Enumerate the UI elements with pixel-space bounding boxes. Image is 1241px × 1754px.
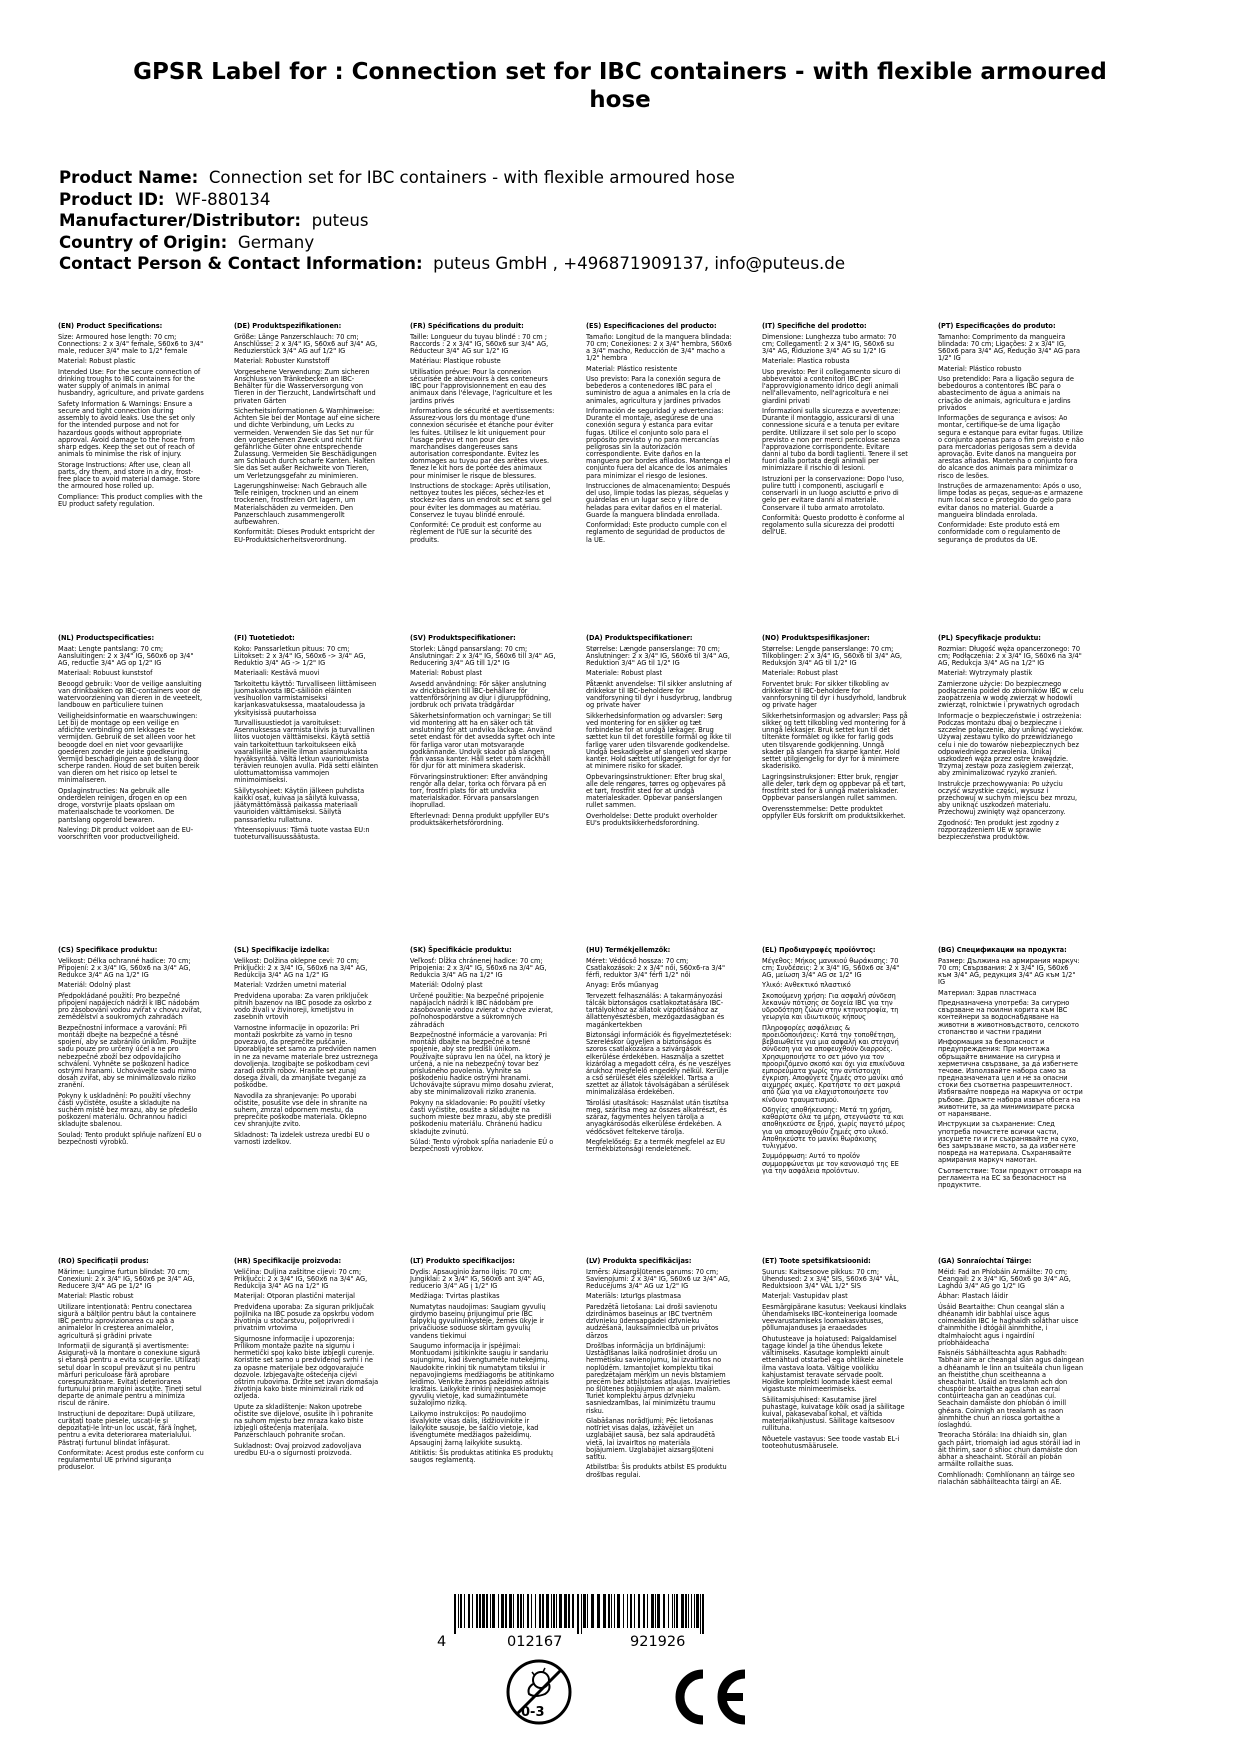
section-paragraph: Koko: Panssarletkun pituus: 70 cm; Liitokset: 2 x 3/4" IG, S60x6 -> 3/4" AG, Reduktio 3/4" AG -> 1/2" IG [234, 644, 366, 667]
barcode-group-2: 921926 [630, 1634, 686, 1650]
barcode-bar [674, 1594, 675, 1628]
section-paragraph: Sikkerhedsinformation og advarsler: Sørg ved montering for en sikker og tæt forbindelse for at undgå lækager. Brug sættet kun til det forestille formål og ikke til farlige varer uden tilsvarende godkendelse. Undgå beskadigelse af slangen ved skarpe kanter. Hold sættet utilgængeligt for dyr for at minimere risiko for skader. [586, 711, 732, 771]
section-paragraph: Avsedd användning: För säker anslutning av drickbäcken till IBC-behållare för vattenförsörjning av djur i djuruppfödning, jordbruk och privata trädgårdar [410, 679, 551, 710]
section-paragraph: Utilizare intenționată: Pentru conectarea sigură a bălților pentru băut la containere IBC pentru aprovizionarea cu apă a animalelor în creșterea animalelor, agricultură și grădini private [58, 1302, 196, 1340]
barcode-bar [490, 1594, 491, 1628]
language-section [58, 947, 204, 1150]
section-paragraph: Suurus: Kaitsesoove pikkus: 70 cm; Ühendused: 2 x 3/4" SIS, S60x6 3/4" VÄL, Reduktsioon 3/4" VÄL 1/2" SIS [762, 1267, 900, 1290]
barcode-bar [546, 1594, 549, 1628]
section-paragraph: Biztonsági információk és figyelmeztetések: Szereléskor ügyeljen a biztonságos és szoros csatlakozásra a szivárgások elkerülése érdekében. Használja a szettet kizárólag a megadott célra, és ne veszélyes árukhoz megfelelő engedély nélkül. Kerülje a cső sérülését éles szélekkel. Tartsa a szettet az állatok távolságában a sérülések minimalizálása érdekében. [586, 1031, 732, 1097]
section-paragraph: Materiaali: Kestävä muovi [234, 669, 320, 678]
section-paragraph: Paredzētā lietošana: Lai droši savienotu dzirdināmos baseinus ar IBC tvertnēm dzīvnieku ūdensapgādei dzīvnieku audzēšanā, lauksaimniecībā un privātos dārzos [586, 1302, 719, 1340]
section-paragraph: Veľkosť: Dĺžka chránenej hadice: 70 cm; Pripojenia: 2 x 3/4" IG, S60x6 na 3/4" AG, Redukcia 3/4" AG na 1/2" IG [410, 956, 547, 979]
barcode-bar [520, 1594, 522, 1628]
section-paragraph: Bezpečnostní informace a varování: Při montáži dbejte na bezpečné a těsné spojení, aby se zabránilo únikům. Použijte sadu pouze pro určený účel a ne pro nebezpečné zboží bez odpovídajícího schválení. Vyhněte se poškození hadice ostrými hranami. Uchovávejte sadu mimo dosah zvířat, aby se minimalizovalo riziko zranění. [58, 1023, 197, 1090]
language-section [938, 947, 1084, 1193]
section-paragraph: Efterlevnad: Denna produkt uppfyller EU's produktsäkerhetsförordning. [410, 811, 549, 827]
section-paragraph: Forventet bruk: For sikker tilkobling av drikkekar til IBC-beholdere for vannforsyning til dyr i husdyrhold, landbruk og private hager [762, 679, 907, 710]
language-section [938, 1258, 1084, 1489]
section-paragraph: Maat: Lengte pantslang: 70 cm; Aansluitingen: 2 x 3/4" IG, S60x6 op 3/4" AG, reductie 3/4" AG op 1/2" IG [58, 644, 194, 667]
barcode-bar [551, 1594, 552, 1628]
section-paragraph: Materijal: Otporan plastični materijal [234, 1292, 355, 1301]
barcode-lead-digit: 4 [437, 1634, 447, 1650]
age-warning-label: 0-3 [521, 1705, 545, 1720]
section-paragraph: Nõuetele vastavus: See toode vastab EL-i tooteohutusmäärusele. [762, 1434, 900, 1450]
barcode-bar [702, 1594, 704, 1634]
section-paragraph: Material: Plástico resistente [586, 364, 678, 373]
section-heading: (ET) Toote spetsifikatsioonid: [762, 1257, 871, 1265]
barcode-bar [523, 1594, 524, 1628]
ce-mark-icon [665, 1668, 751, 1726]
barcode-bar [509, 1594, 512, 1628]
language-section [762, 1258, 908, 1453]
section-paragraph: Säilytysohjeet: Käytön jälkeen puhdista kaikki osat, kuivaa ja säilytä kuivassa, jäätymättömässä paikassa materiaali vaurioiden välttämiseksi. Säilytä panssarletku rullattuna. [234, 786, 365, 824]
language-section [410, 635, 556, 830]
section-paragraph: Informações de segurança e avisos: Ao montar, certifique-se de uma ligação segura e estanque para evitar fugas. Utilize o conjunto apenas para o fim previsto e não para mercadorias perigosas sem a devida aprovação. Evite danos na mangueira por arestas afiadas. Mantenha o conjunto fora do alcance dos animais para minimizar o risco de lesões. [938, 414, 1084, 480]
section-paragraph: Upute za skladištenje: Nakon upotrebe očistite sve dijelove, osušite ih i pohranite na suhom mjestu bez mraza kako biste izbjegli oštećenja materijala. Panzerschlauch pohranite sročan. [234, 1402, 373, 1440]
barcode-bar [663, 1594, 665, 1628]
barcode-bar [564, 1594, 567, 1628]
age-warning-icon [505, 1658, 573, 1726]
page-title: GPSR Label for : Connection set for IBC containers - with flexible armoured hose [133, 59, 1107, 113]
section-paragraph: Предназначена употреба: За сигурно свързване на поилни корита към IBC контейнери за водоснабдяване на животни в животновъдството, селското стопанство и частни градини [938, 999, 1079, 1036]
section-heading: (GA) Sonraíochtaí Táirge: [938, 1257, 1032, 1265]
barcode-bar [468, 1594, 470, 1628]
section-heading: (FI) Tuotetiedot: [234, 634, 295, 642]
section-paragraph: Съответствие: Този продукт отговаря на регламента на ЕС за безопасност на продуктите. [938, 1166, 1082, 1190]
barcode-bar [464, 1594, 465, 1628]
section-paragraph: Anyag: Erős műanyag [586, 981, 659, 990]
section-paragraph: Storlek: Längd pansarslang: 70 cm; Anslutningar: 2 x 3/4" IG, S60x6 till 3/4" AG, Reducering 3/4" AG till 1/2" IG [410, 644, 556, 667]
section-paragraph: Velikost: Délka ochranné hadice: 70 cm; Připojení: 2 x 3/4" IG, S60x6 na 3/4" AG, Redukce 3/4" AG na 1/2" IG [58, 956, 191, 979]
section-paragraph: Σκοπούμενη χρήση: Για ασφαλή σύνδεση λεκανών πότισης σε δοχεία IBC για την υδροδότηση ζώων στην κτηνοτροφία, τη γεωργία και ιδιωτικούς κήπους [762, 991, 899, 1022]
section-paragraph: Sukladnost: Ovaj proizvod zadovoljava uredbu EU-a o sigurnosti proizvoda. [234, 1441, 362, 1458]
barcode-bar [460, 1594, 462, 1628]
barcode-bar [505, 1594, 507, 1628]
section-heading: (SL) Specifikacije izdelka: [234, 946, 330, 954]
section-paragraph: Uso pretendido: Para a ligação segura de bebedouros a contentores IBC para o abastecimento de água a animais na criação de animais, agricultura e jardins privados [938, 375, 1074, 412]
info-contact: Contact Person & Contact Information: puteus GmbH , +496871909137, info@puteus.de [59, 254, 846, 273]
barcode-bar [608, 1594, 610, 1628]
section-heading: (NO) Produktspesifikasjoner: [762, 634, 870, 642]
section-paragraph: Uso previsto: Para la conexión segura de bebederos a contenedores IBC para el suministro de agua a animales en la cría de animales, agricultura y jardines privados [586, 375, 731, 405]
section-paragraph: Μέγεθος: Μήκος μανικιού θωράκισης: 70 cm; Συνδέσεις: 2 x 3/4" IG, S60x6 σε 3/4" AG, μείωση 3/4" AG σε 1/2" IG [762, 956, 900, 979]
ean-barcode [450, 1594, 710, 1634]
barcode-bar [597, 1594, 600, 1628]
section-heading: (DA) Produktspecifikationer: [586, 634, 693, 642]
section-paragraph: Matériau: Plastique robuste [410, 357, 501, 366]
language-section [586, 635, 732, 830]
section-heading: (ES) Especificaciones del producto: [586, 322, 717, 330]
section-paragraph: Materjal: Vastupidav plast [762, 1292, 848, 1301]
section-paragraph: Utilisation prévue: Pour la connexion sécurisée de abreuvoirs à des conteneurs IBC pour l'approvisionnement en eau des animaux dans l'élevage, l'agriculture et les jardins privés [410, 367, 553, 405]
section-paragraph: Istruzioni per la conservazione: Dopo l'uso, pulire tutti i componenti, asciugarli e conservarli in un luogo asciutto e privo di gelo per evitare danni al materiale. Conservare il tubo armato arrotolato. [762, 474, 904, 512]
barcode-bar [647, 1594, 648, 1628]
section-paragraph: Eesmärgipärane kasutus: Veekausi kindlaks ühendamiseks IBC-konteineriga loomade veevarustamiseks loomakasvatuses, põllumajanduses ja eraaedades [762, 1302, 907, 1333]
section-paragraph: Izmērs: Aizsargšļūtenes garums: 70 cm; Savienojumi: 2 x 3/4" IG, S60x6 uz 3/4" AG, Reducējums 3/4" AG uz 1/2" IG [586, 1267, 730, 1290]
section-paragraph: Zamierzone użycie: Do bezpiecznego podłączenia poideł do zbiorników IBC w celu zaopatrzenia w wodę zwierząt w hodowli zwierząt, rolnictwie i prywatnych ogrodach [938, 679, 1084, 710]
section-paragraph: Materiał: Wytrzymały plastik [938, 669, 1033, 678]
barcode-bar [668, 1594, 669, 1628]
section-paragraph: Opbevaringsinstruktioner: Efter brug skal alle dele rengøres, tørres og opbevares på et tørt, frostfrit sted for at undgå materialeskader. Opbevar panserslangen rullet sammen. [586, 772, 726, 810]
barcode-bar [527, 1594, 529, 1628]
section-paragraph: Instruções de armazenamento: Após o uso, limpe todas as peças, seque-as e armazene num local seco e protegido do gelo para evitar danos no material. Guarde a mangueira blindada enrolada. [938, 482, 1083, 519]
section-paragraph: Saugumo informacija ir įspėjimai: Montuodami įsitikinkite saugiu ir sandariu sujungimu, kad išvengtumėte nutekėjimų. Naudokite rinkinį tik numatytam tikslui ir nepavojingiems medžiagoms be atitinkamo leidimo. Venkite žarnos pažeidimo aštriais kraštais. Laikykite rinkinį nepasiekiamoje gyvulių vietoje, kad sumažintumėte sužalojimo riziką. [410, 1342, 555, 1408]
barcode-bar [559, 1594, 562, 1628]
barcode-bar [479, 1594, 481, 1628]
section-paragraph: Материал: Здрав пластмаса [938, 988, 1037, 997]
section-heading: (PL) Specyfikacje produktu: [938, 634, 1041, 642]
section-heading: (DE) Produktspezifikationen: [234, 322, 342, 330]
language-section [762, 947, 908, 1178]
section-paragraph: Conformitate: Acest produs este conform cu regulamentul UE privind siguranța produselor. [58, 1449, 204, 1472]
language-section [586, 947, 732, 1157]
section-paragraph: Konformität: Dieses Produkt entspricht der EU-Produktsicherheitsverordnung. [234, 528, 375, 544]
barcode-bar [486, 1594, 488, 1628]
section-paragraph: Tervezett felhasználás: A takarmányozási tálcák biztonságos csatlakoztatására IBC-tartályokhoz az állatok vízpótlásához az állattenyésztésben, mezőgazdaságban és magánkertekben [586, 991, 725, 1029]
barcode-bar [681, 1594, 684, 1628]
section-paragraph: Material: Robust plast [410, 669, 482, 678]
section-paragraph: Velikost: Dolžina oklepne cevi: 70 cm; Priključki: 2 x 3/4" IG, S60x6 na 3/4" AG, Redukcija 3/4" AG na 1/2" IG [234, 956, 368, 979]
section-paragraph: Размер: Дължина на армирания маркуч: 70 cm; Свързвания: 2 x 3/4" IG, S60x6 към 3/4" AG, редукция 3/4" AG към 1/2" IG [938, 956, 1080, 987]
section-paragraph: Συμμόρφωση: Αυτό το προϊόν συμμορφώνεται με τον κανονισμό της ΕΕ για την ασφάλεια προϊόντων. [762, 1152, 899, 1175]
section-paragraph: Předpokládané použití: Pro bezpečné připojení napájecích nádrží k IBC nádobám pro zásobování vodou zvířat v chovu zvířat, zemědělství a soukromých zahradách [58, 991, 202, 1022]
section-paragraph: Instrukcje przechowywania: Po użyciu oczyść wszystkie części, wysusz i przechowuj w suchym miejscu bez mrozu, aby uniknąć uszkodzeń materiału. Przechowuj zwinięty wąż opancerzony. [938, 779, 1078, 817]
barcode-bar [617, 1594, 620, 1628]
section-paragraph: Conformità: Questo prodotto è conforme al regolamento sulla sicurezza dei prodotti dell'UE. [762, 514, 905, 537]
language-section [586, 323, 732, 547]
section-paragraph: Overensstemmelse: Dette produktet oppfyller EUs forskrift om produktsikkerhet. [762, 804, 906, 820]
section-paragraph: Lagringsinstruksjoner: Etter bruk, rengjør alle deler, tørk dem og oppbevar på et tørt, frostfritt sted for å unngå materialskader. Oppbevar panserslangen rullet sammen. [762, 772, 906, 803]
section-paragraph: Material: Robuster Kunststoff [234, 357, 330, 366]
section-paragraph: Opslaginstructies: Na gebruik alle onderdelen reinigen, drogen en op een droge, vorstvrije plaats opslaan om materiaalschade te voorkomen. De pantslang opgerold bewaren. [58, 786, 187, 824]
section-paragraph: Informazioni sulla sicurezza e avvertenze: Durante il montaggio, assicurarsi di una connessione sicura e a tenuta per evitare perdite. Utilizzare il set solo per lo scopo previsto e non per merci pericolose senza l'approvazione corrispondente. Evitare danni al tubo da bordi taglienti. Tenere il set fuori dalla portata degli animali per minimizzare il rischio di lesioni. [762, 407, 908, 473]
section-paragraph: Méid: Fad an Phíobáin Armáilte: 70 cm; Ceangail: 2 x 3/4" IG, S60x6 go 3/4" AG, Laghdú 3/4" AG go 1/2" IG [938, 1267, 1071, 1290]
language-section [234, 947, 380, 1150]
barcode-bar [700, 1594, 701, 1634]
section-paragraph: Overholdelse: Dette produkt overholder EU's produktsikkerhedsforordning. [586, 811, 718, 827]
section-paragraph: Materiál: Odolný plast [58, 981, 131, 990]
section-paragraph: Instrucciones de almacenamiento: Después del uso, limpie todas las piezas, séquelas y guárdelas en un lugar seco y libre de heladas para evitar daños en el material. Guarde la manguera blindada enrollada. [586, 482, 731, 519]
section-paragraph: Størrelse: Lengde panserslange: 70 cm; Tilkoblinger: 2 x 3/4" IG, S60x6 til 3/4" AG, Reduksjon 3/4" AG til 1/2" IG [762, 644, 903, 667]
barcode-bar [556, 1594, 557, 1628]
section-paragraph: Sicherheitsinformationen & Warnhinweise: Achten Sie bei der Montage auf eine sichere und dichte Verbindung, um Lecks zu vermeiden. Verwenden Sie das Set nur für den vorgesehenen Zweck und nicht für gefährliche Güter ohne entsprechende Zulassung. Vermeiden Sie Beschädigungen am Schlauch durch scharfe Kanten. Halten Sie das Set außer Reichweite von Tieren, um Verletzungsgefahr zu minimieren. [234, 407, 380, 480]
info-product-name: Product Name: Connection set for IBC containers - with flexible armoured hose [59, 168, 735, 187]
section-paragraph: Pokyny k uskladnění: Po použití všechny části vyčistěte, osušte a skladujte na suchém místě bez mrazu, aby se předešlo poškození materiálu. Ochrannou hadici skladujte sbalenou. [58, 1091, 198, 1129]
section-paragraph: Materiale: Robust plast [586, 669, 663, 678]
barcode-bar [634, 1594, 635, 1628]
section-heading: (BG) Спецификации на продукта: [938, 946, 1067, 954]
section-heading: (PT) Especificações do produto: [938, 322, 1056, 330]
section-paragraph: Medžiaga: Tvirtas plastikas [410, 1292, 500, 1301]
section-paragraph: Intended Use: For the secure connection of drinking troughs to IBC containers for the water supply of animals in animal husbandry, agriculture, and private gardens [58, 367, 204, 398]
section-paragraph: Zgodność: Ten produkt jest zgodny z rozporządzeniem UE w sprawie bezpieczeństwa produktów. [938, 818, 1059, 842]
barcode-bar [614, 1594, 615, 1628]
section-paragraph: Materiál: Odolný plast [410, 981, 483, 990]
barcode-bar [568, 1594, 570, 1628]
section-paragraph: Súlad: Tento výrobok spĺňa nariadenie EÚ o bezpečnosti výrobkov. [410, 1138, 554, 1154]
barcode-bar [492, 1594, 495, 1628]
section-paragraph: Tarkoitettu käyttö: Turvalliseen liittämiseen juomakaivosta IBC-säiliöön eläinten vesihuollon varmistamiseksi karjankasvatuksessa, maataloudessa ja yksityisissä puutarhoissa [234, 679, 377, 717]
barcode-bar [498, 1594, 499, 1628]
section-paragraph: Navodila za shranjevanje: Po uporabi očistite, posušite vse dele in shranite na suhem, zmrzal odpornem mestu, da preprečite poškodbe materiala. Oklepno cev shranjujte zvito. [234, 1091, 368, 1129]
barcode-bar [583, 1594, 586, 1628]
section-paragraph: Förvaringsinstruktioner: Efter användning rengör alla delar, torka och förvara på en torr, frostfri plats för att undvika materialskador. Förvara pansarslangen ihoprullad. [410, 772, 548, 810]
section-heading: (CS) Specifikace produktu: [58, 946, 158, 954]
barcode-bar [672, 1594, 673, 1628]
section-paragraph: Pokyny na skladovanie: Po použití všetky časti vyčistite, osušte a skladujte na suchom mieste bez mrazu, aby ste predišli poškodeniu materiálu. Chránenú hadicu skladujte zvinutú. [410, 1098, 552, 1136]
barcode-bar [535, 1594, 536, 1628]
section-paragraph: Lagerungshinweise: Nach Gebrauch alle Teile reinigen, trocknen und an einem trockenen, frostfreien Ort lagern, um Materialschäden zu vermeiden. Den Panzerschlauch zusammengerollt aufbewahren. [234, 482, 367, 526]
section-paragraph: Compliance: This product complies with the EU product safety regulation. [58, 492, 203, 508]
section-paragraph: Veiligheidsinformatie en waarschuwingen: Let bij de montage op een veilige en afdichte verbinding om lekkages te vermijden. Gebruik de set alleen voor het beoogde doel en niet voor gevaarlijke goederen zonder de juiste goedkeuring. Vermijd beschadigingen aan de slang door scherpe randen. Houd de set buiten bereik van dieren om het risico op letsel te minimaliseren. [58, 711, 200, 785]
barcode-bar [638, 1594, 640, 1628]
section-paragraph: Material: Robust plastic [58, 357, 136, 366]
barcode-bar [531, 1594, 532, 1628]
section-paragraph: Информация за безопасност и предупреждения: При монтажа обръщайте внимание на сигурна и херметична свързване, за да избегнете течове. Използвайте набора само за предназначената цел и не за опасни стоки без съответна разрешителност. Избягвайте повреда на маркуча от остри ръбове. Дръжте набора извън обсега на животните, за да минимизирате риска от нараняване. [938, 1038, 1083, 1118]
language-section [58, 1258, 204, 1475]
language-section [234, 323, 380, 547]
info-product-id: Product ID: WF-880134 [59, 189, 271, 209]
section-paragraph: Veličina: Duljina zaštitne cijevi: 70 cm; Priključci: 2 x 3/4" IG, S60x6 na 3/4" AG, Redukcija 3/4" AG na 1/2" IG [234, 1267, 368, 1290]
section-paragraph: Materiale: Plastica robusta [762, 357, 850, 366]
section-paragraph: Megfelelőség: Ez a termék megfelel az EU termékbiztonsági rendeletének. [586, 1138, 725, 1154]
section-paragraph: Tamanho: Comprimento da mangueira blindada: 70 cm; Ligações: 2 x 3/4" IG, S60x6 para 3/4" AG, Redução 3/4" AG para 1/2" IG [938, 332, 1081, 363]
section-paragraph: Conformité: Ce produit est conforme au règlement de l'UE sur la sécurité des produits. [410, 521, 542, 544]
section-paragraph: Dydis: Apsauginio žarno ilgis: 70 cm; Jungiklai: 2 x 3/4" IG, S60x6 ant 3/4" AG, reducerio 3/4" AG į 1/2" IG [410, 1267, 545, 1290]
section-paragraph: Informacje o bezpieczeństwie i ostrzeżenia: Podczas montażu dbaj o bezpieczne i szczelne połączenie, aby uniknąć wycieków. Używaj zestawu tylko do przewidzianego celu i nie do towarów niebezpiecznych bez odpowiedniego zezwolenia. Unikaj uszkodzeń węża przez ostre krawędzie. Trzymaj zestaw poza zasięgiem zwierząt, aby zminimalizować ryzyko zranień. [938, 711, 1084, 778]
section-paragraph: Size: Armoured hose length: 70 cm; Connections: 2 x 3/4" female, S60x6 to 3/4" male, reducer 3/4" male to 1/2" female [58, 332, 204, 355]
section-paragraph: Materiale: Robust plast [762, 669, 839, 678]
language-section [586, 1258, 732, 1482]
section-paragraph: Materiāls: Izturīgs plastmasa [586, 1292, 681, 1301]
barcode-bar [627, 1594, 628, 1628]
language-section [234, 635, 380, 845]
section-heading: (IT) Specifiche del prodotto: [762, 322, 867, 330]
section-heading: (EL) Προδιαγραφές προϊόντος: [762, 946, 876, 954]
section-paragraph: Información de seguridad y advertencias: Durante el montaje, asegúrese de una conexión segura y estanca para evitar fugas. Utilice el conjunto solo para el propósito previsto y no para mercancías peligrosas sin la autorización correspondiente. Evite daños en la manguera por bordes afilados. Mantenga el conjunto fuera del alcance de los animales para minimizar el riesgo de lesiones. [586, 407, 731, 480]
section-paragraph: Safety Information & Warnings: Ensure a secure and tight connection during assembly to avoid leaks. Use the set only for the intended purpose and not for hazardous goods without appropriate approval. Avoid damage to the hose from sharp edges. Keep the set out of reach of animals to minimise the risk of injury. [58, 399, 196, 459]
section-paragraph: Numatytas naudojimas: Saugiam gyvulių girdymo baseinų prijungimui prie IBC talpyklų gyvulininkystėje, žemės ūkyje ir privačiuose soduose skirtam gyvulių vandens tiekimui [410, 1302, 546, 1340]
language-section [762, 635, 908, 823]
section-paragraph: Skladnost: Ta izdelek ustreza uredbi EU o varnosti izdelkov. [234, 1130, 370, 1147]
section-paragraph: Conformidad: Este producto cumple con el reglamento de seguridad de productos de la UE. [586, 521, 727, 544]
barcode-bar [458, 1594, 459, 1628]
language-section [762, 323, 908, 540]
section-paragraph: Materiaal: Robuust kunststof [58, 669, 153, 678]
section-paragraph: Úsáid Beartaithe: Chun ceangal slán a dhéanamh idir babhlaí uisce agus coimeádáin IBC le haghaidh soláthar uisce d'ainmhithe i dtógáil ainmhithe, i dtalmhaíocht agus i ngairdíní príobháideacha [938, 1302, 1079, 1347]
section-paragraph: Treoracha Stórála: Ina dhiaidh sin, glan gach páirt, triomaigh iad agus stóráil iad in áit thirim, saor ó shioc chun damáiste don ábhar a sheachaint. Stóráil an píobán armáilte rollaithe suas. [938, 1431, 1081, 1469]
barcode-bar [472, 1594, 473, 1628]
section-heading: (LV) Produkta specifikācijas: [586, 1257, 692, 1265]
barcode-bar [482, 1594, 485, 1628]
section-paragraph: Beoogd gebruik: Voor de veilige aansluiting van drinkbakken op IBC-containers voor de watervoorziening van dieren in de veeteelt, landbouw en particuliere tuinen [58, 679, 203, 710]
section-paragraph: Predviđena uporaba: Za siguran priključak pojilnika na IBC posude za opskrbu vodom životinja u stočarstvu, poljoprivredi i privatnim vrtovima [234, 1302, 374, 1333]
section-paragraph: Soulad: Tento produkt splňuje nařízení EU o bezpečnosti výrobků. [58, 1130, 202, 1147]
barcode-bar [691, 1594, 692, 1628]
section-paragraph: Comhlíonadh: Comhlíonann an táirge seo rialachán sábháilteachta táirgí an AE. [938, 1470, 1075, 1486]
section-paragraph: Glabāšanas norādījumi: Pēc lietošanas notīriet visas daļas, izžāvējiet un uzglabājiet sausā, bez sala apdraudētā vietā, lai izvairītos no materiāla bojājumiem. Uzglabājiet aizsargšļūteni satītu. [586, 1417, 716, 1461]
section-paragraph: Mărime: Lungime furtun blindat: 70 cm; Conexiuni: 2 x 3/4" IG, S60x6 pe 3/4" AG, Reducere 3/4" AG pe 1/2" IG [58, 1267, 195, 1290]
section-paragraph: Instructions de stockage: Après utilisation, nettoyez toutes les pièces, séchez-les et stockez-les dans un endroit sec et sans gel pour éviter les dommages au matériau. Conservez le tuyau blindé enroulé. [410, 482, 552, 519]
section-paragraph: Dimensione: Lunghezza tubo armato: 70 cm; Collegamenti: 2 x 3/4" IG, S60x6 su 3/4" AG, Riduzione 3/4" AG su 1/2" IG [762, 332, 897, 355]
barcode-bar [688, 1594, 689, 1628]
barcode-bar [657, 1594, 660, 1628]
barcode-bar [476, 1594, 478, 1628]
section-paragraph: Tárolási utasítások: Használat után tisztítsa meg, szárítsa meg az összes alkatrészt, és száraz, fagymentes helyen tárolja a anyagkárosodás elkerülése érdekében. A védőcsövet feltekerve tárolja. [586, 1098, 729, 1136]
section-paragraph: Laikymo instrukcijos: Po naudojimo išvalykite visas dalis, išdžiovinkite ir laikykite sausoje, be šalčio vietoje, kad išvengtumėte medžiagos pažeidimų. Apsauginį žarną laikykite susuktą. [410, 1409, 539, 1447]
section-paragraph: Υλικό: Ανθεκτικό πλαστικό [762, 981, 851, 990]
section-heading: (NL) Productspecificaties: [58, 634, 155, 642]
section-paragraph: Atitiktis: Šis produktas atitinka ES produktų saugos reglamentą. [410, 1449, 553, 1465]
section-paragraph: Tamaño: Longitud de la manguera blindada: 70 cm; Conexiones: 2 x 3/4" hembra, S60x6 a 3/4" macho, Reducción de 3/4" macho a 1/2" hembra [586, 332, 732, 363]
barcode-bar [501, 1594, 504, 1628]
barcode-bar [630, 1594, 632, 1628]
section-paragraph: Méret: Védőcső hossza: 70 cm; Csatlakozások: 2 x 3/4" női, S60x6-ra 3/4" férfi, reduktor 3/4" férfi 1/2" női [586, 956, 726, 979]
section-paragraph: Určené použitie: Na bezpečné pripojenie napájacích nádrží k IBC nádobám pre zásobovanie vodou zvierat v chove zvierat, poľnohospodárstve a súkromných záhradách [410, 991, 553, 1029]
barcode-bar [655, 1594, 656, 1628]
section-paragraph: Vorgesehene Verwendung: Zum sicheren Anschluss von Tränkebecken an IBC-Behälter für die Wasserversorgung von Tieren in der Tierzucht, Landwirtschaft und privaten Gärten [234, 367, 376, 405]
barcode-bar [539, 1594, 541, 1628]
barcode-bar [685, 1594, 687, 1628]
language-section [410, 947, 556, 1157]
language-section [938, 323, 1084, 547]
section-paragraph: Sikkerhetsinformasjon og advarsler: Pass på sikker og tett tilkobling ved montering for å unngå lekkasjer. Bruk settet kun til det tiltenkte formålet og ikke for farlig gods uten tilsvarende godkjenning. Unngå skader på slangen fra skarpe kanter. Hold settet utilgjengelig for dyr for å minimere skaderisiko. [762, 711, 908, 771]
section-paragraph: Predvidena uporaba: Za varen priključek pitnih bazenov na IBC posode za oskrbo z vodo živali v živinoreji, kmetijstvu in zasebnih vrtovih [234, 991, 372, 1022]
section-paragraph: Material: Plastic robust [58, 1292, 134, 1301]
section-paragraph: Größe: Länge Panzerschlauch: 70 cm; Anschlüsse: 2 x 3/4" IG, S60x6 auf 3/4" AG, Reduzierstück 3/4" AG auf 1/2" IG [234, 332, 378, 355]
section-paragraph: Naleving: Dit product voldoet aan de EU-voorschriften voor productveiligheid. [58, 826, 194, 842]
language-section [234, 1258, 380, 1461]
section-paragraph: Säilitamisjuhised: Kasutamise järel puhastage, kuivatage kõik osad ja säilitage kuival, pakasevabal kohal, et vältida materjalikahjustusi. Säilitage kaitsesoov rullituna. [762, 1395, 905, 1433]
section-paragraph: Material: Plástico robusto [938, 364, 1022, 373]
section-heading: (SK) Špecifikácie produktu: [410, 946, 512, 954]
barcode-bar [587, 1594, 588, 1628]
barcode-bar [643, 1594, 645, 1628]
barcode-bar [517, 1594, 519, 1628]
section-paragraph: Material: Vzdržen umetni material [234, 981, 347, 990]
barcode-bar [603, 1594, 606, 1628]
barcode-bar [572, 1594, 574, 1628]
section-paragraph: Informații de siguranță și avertismente: Asigurați-vă la montare o conexiune sigură și etanșă pentru a evita scurgerile. Utilizați setul doar în scopul prevăzut și nu pentru mărfuri periculoase fără aprobare corespunzătoare. Evitați deteriorarea furtunului prin margini ascuțite. Țineți setul departe de animale pentru a minimiza riscul de rănire. [58, 1342, 202, 1408]
barcode-bar [577, 1594, 579, 1634]
section-paragraph: Οδηγίες αποθήκευσης: Μετά τη χρήση, καθαρίστε όλα τα μέρη, στεγνώστε τα και αποθηκεύστε σε ξηρό, χωρίς παγετό μέρος για να αποφευχθούν ζημιές στο υλικό. Αποθηκεύστε το μανίκι θωράκισης τυλιγμένο. [762, 1106, 906, 1150]
section-paragraph: Инструкции за съхранение: След употреба почистете всички части, изсушете ги и ги съхранявайте на сухо, без замръзване място, за да избегнете повреда на материала. Съхранявайте армирания маркуч намотан. [938, 1120, 1079, 1165]
section-paragraph: Taille: Longueur du tuyau blindé : 70 cm ; Raccords : 2 x 3/4" IG, S60x6 sur 3/4" AG, Réducteur 3/4" AG sur 1/2" IG [410, 332, 549, 355]
section-paragraph: Bezpečnostné informácie a varovania: Pri montáži dbajte na bezpečné a tesné spojenie, aby ste predišli únikom. Používajte súpravu len na účel, na ktorý je určená, a nie na nebezpečný tovar bez príslušného povolenia. Vyhnite sa poškodeniu hadice ostrými hranami. Uchovávajte súpravu mimo dosahu zvierat, aby ste minimalizovali riziko zranenia. [410, 1031, 554, 1097]
barcode-bar [696, 1594, 699, 1628]
barcode-bar [651, 1594, 654, 1628]
section-paragraph: Varnostne informacije in opozorila: Pri montaži poskrbite za varno in tesno povezavo, da preprečite puščanje. Uporabljajte set samo za predviden namen in ne za nevarne materiale brez ustreznega dovoljenja. Izogibajte se poškodbam cevi zaradi ostrih robov. Hranite set zunaj dosega živali, da zmanjšate tveganje za poškodbe. [234, 1023, 378, 1090]
section-heading: (EN) Product Specifications: [58, 322, 163, 330]
section-paragraph: Yhteensopivuus: Tämä tuote vastaa EU:n tuoteturvallisuussäätusta. [234, 826, 370, 842]
section-paragraph: Påtænkt anvendelse: Til sikker anslutning af drikkekar til IBC-beholdere for vandforsyning til dyr i husdyrbrug, landbrug og private haver [586, 679, 732, 710]
barcode-bar [611, 1594, 612, 1628]
section-paragraph: Conformidade: Este produto está em conformidade com o regulamento de segurança de produtos da UE. [938, 521, 1061, 544]
section-paragraph: Rozmiar: Długość węża opancerzonego: 70 cm; Podłączenia: 2 x 3/4" IG, S60x6 na 3/4" AG, Redukcja 3/4" AG na 1/2" IG [938, 644, 1082, 667]
barcode-bar [623, 1594, 624, 1628]
language-section [410, 323, 556, 547]
section-paragraph: Ohutusteave ja hoiatused: Paigaldamisel tagage kindel ja tihe ühendus lekete vältimiseks. Kasutage komplekti ainult ettenähtud otstarbel ega ohtlikele ainetele ilma vastava loata. Vältige voolikku kahjustamist teravate servade poolt. Hoidke komplekti loomade käest eemal vigastuste minimeerimiseks. [762, 1334, 904, 1394]
barcode-bar [591, 1594, 594, 1628]
section-paragraph: Sigurnosne informacije i upozorenja: Prilikom montaže pazite na sigurnu i hermetički spoj kako biste izbjegli curenje. Koristite set samo u predviđenoj svrhi i ne za opasne materijale bez odgovarajuće dozvole. Izbjegavajte oštećenja cijevi oštrim rubovima. Držite set izvan domašaja životinja kako biste minimizirali rizik od ozljeda. [234, 1334, 379, 1401]
language-section [938, 635, 1084, 845]
barcode-group-1: 012167 [507, 1634, 563, 1650]
section-paragraph: Πληροφορίες ασφάλειας & προειδοποιήσεις: Κατά την τοποθέτηση, βεβαιωθείτε για μια ασφαλή και στεγανή σύνδεση για να αποφευχθούν διαρροές. Χρησιμοποιήστε το σετ μόνο για τον προοριζόμενο σκοπό και όχι για επικίνδυνα εμπορεύματα χωρίς την αντίστοιχη έγκριση. Αποφύγετε ζημιές στο μανίκι από αιχμηρές ακμές. Κρατήστε το σετ μακριά από ζώα για να ελαχιστοποιήσετε τον κίνδυνο τραυματισμού. [762, 1023, 905, 1104]
language-section [58, 635, 204, 845]
section-paragraph: Ábhar: Plastach láidir [938, 1292, 1009, 1301]
section-paragraph: Uso previsto: Per il collegamento sicuro di abbeveratoi a contenitori IBC per l'approvvigionamento idrico degli animali nell'allevamento, nell'agricoltura e nei giardini privati [762, 367, 901, 405]
section-heading: (HR) Specifikacije proizvoda: [234, 1257, 342, 1265]
section-heading: (FR) Spécifications du produit: [410, 322, 524, 330]
barcode-bar [542, 1594, 544, 1628]
barcode-bar [553, 1594, 555, 1628]
section-paragraph: Størrelse: Længde panserslange: 70 cm; Anslutninger: 2 x 3/4" IG, S60x6 til 3/4" AG, Reduktion 3/4" AG til 1/2" IG [586, 644, 730, 667]
section-paragraph: Säkerhetsinformation och varningar: Se till vid montering att ha en säker och tät anslutning för att undvika läckage. Använd setet endast för det avsedda syftet och inte för farliga varor utan motsvarande godkännande. Undvik skador på slangen från vassa kanter. Håll setet utom räckhåll för djur för att minimera skaderisk. [410, 711, 555, 771]
info-country: Country of Origin: Germany [59, 232, 315, 252]
barcode-bar [676, 1594, 678, 1628]
section-paragraph: Storage Instructions: After use, clean all parts, dry them, and store in a dry, frost-free place to avoid material damage. Store the armoured hose rolled up. [58, 460, 200, 491]
section-paragraph: Faisnéis Sábháilteachta agus Rabhadh: Tabhair aire ar cheangal slán agus daingean a dhéanamh le linn an tsuiteála chun ligean an fheistithe chun sceitheanna a sheachaint. Úsáid an trealamh ach don chuspóir beartaithe agus chan earraí contúirteacha gan an ceadúnas cuí. Seachain damáiste don phíobán ó imill ghéara. Coinnigh an trealamh as raon ainmhithe chun an riosca gortaithe a íoslaghdú. [938, 1349, 1084, 1429]
section-paragraph: Informations de sécurité et avertissements: Assurez-vous lors du montage d'une connexion sécurisée et étanche pour éviter les fuites. Utilisez le kit uniquement pour l'usage prévu et non pour des marchandises dangereuses sans autorisation correspondante. Évitez les dommages au tuyau par des arêtes vives. Tenez le kit hors de portée des animaux pour minimiser le risque de blessures. [410, 407, 555, 480]
section-paragraph: Drošības informācija un brīdinājumi: Uzstādīšanas laikā nodrošiniet drošu un hermētisku savienojumu, lai izvairītos no noplūdēm. Izmantojiet komplektu tikai paredzētajam mērķim un nevis bīstamiem precēm bez atbilstošas atļaujas. Izvairieties no šļūtenes bojājumiem ar asām malām. Turiet komplektu ārpus dzīvnieku sasniedzamības, lai minimizētu traumu risku. [586, 1342, 731, 1415]
language-section [410, 1258, 556, 1468]
section-heading: (HU) Termékjellemzők: [586, 946, 671, 954]
barcode-bar [694, 1594, 695, 1628]
section-heading: (SV) Produktspecifikationer: [410, 634, 516, 642]
section-heading: (LT) Produkto specifikacijos: [410, 1257, 515, 1265]
section-paragraph: Instrucțiuni de depozitare: După utilizare, curățați toate piesele, uscați-le și depozitați-le într-un loc uscat, fără îngheț, pentru a evita deteriorarea materialului. Păstrați furtunul blindat înfășurat. [58, 1409, 197, 1447]
language-section [58, 323, 204, 511]
section-paragraph: Turvallisuustiedot ja varoitukset: Asennuksessa varmista tiivis ja turvallinen liitos vuotojen välttämiseksi. Käytä settiä vain tarkoitettuun tarkoitukseen eikä vaarallisille aineille ilman asianmukaista hyväksyntää. Vältä letkun vaurioitumista terävien reunojen avulla. Pidä setti eläinten ulottumattomissa vammojen minimoimiseksi. [234, 719, 378, 785]
barcode-bar [513, 1594, 514, 1628]
section-paragraph: Atbilstība: Šis produkts atbilst ES produktu drošības regulai. [586, 1463, 727, 1479]
barcode-bar [581, 1594, 582, 1634]
section-heading: (RO) Specificații produs: [58, 1257, 149, 1265]
info-manufacturer: Manufacturer/Distributor: puteus [59, 211, 369, 230]
barcode-bar [454, 1594, 456, 1634]
product-info [59, 167, 1199, 275]
